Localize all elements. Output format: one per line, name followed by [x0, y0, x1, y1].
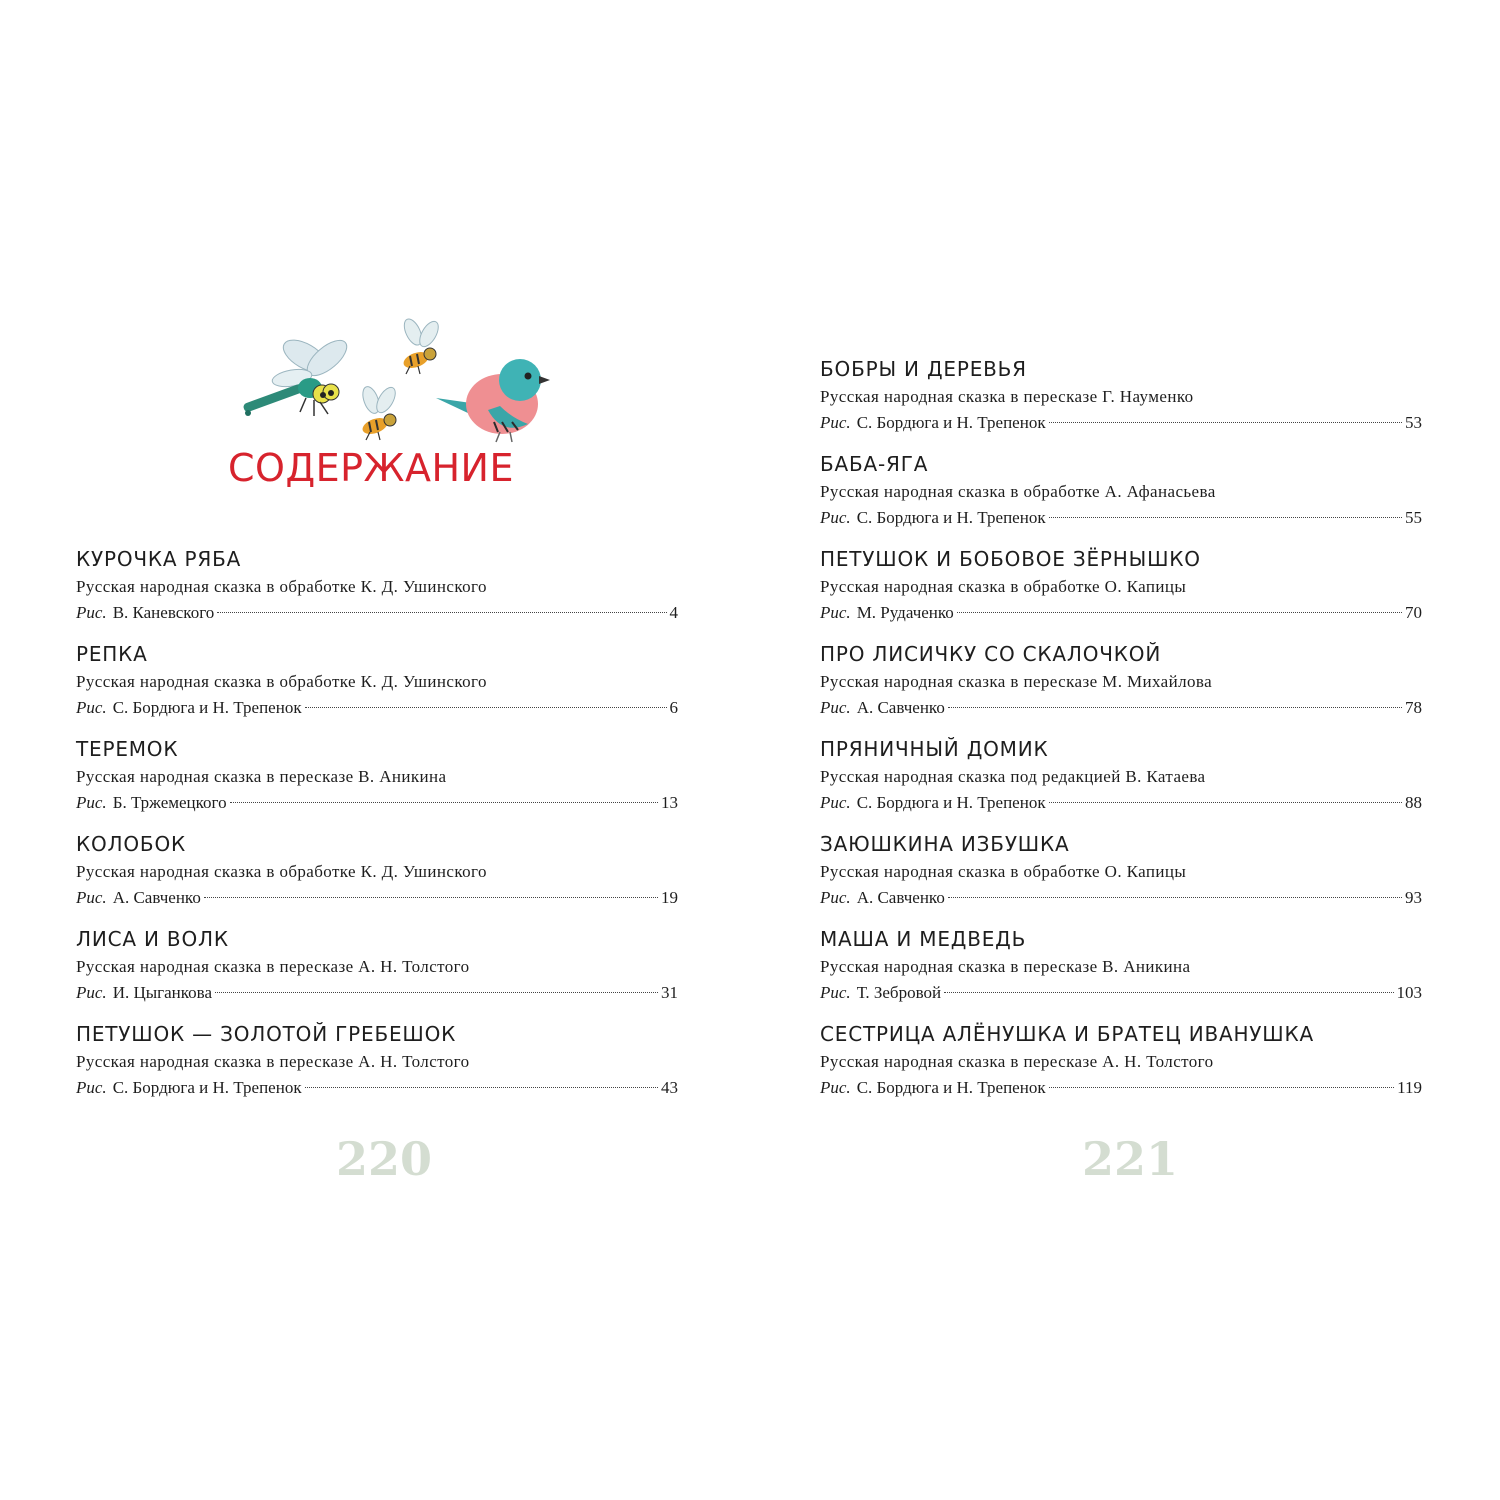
page-number-right: 221	[1082, 1132, 1179, 1186]
entry-title: БОБРЫ И ДЕРЕВЬЯ	[820, 357, 1027, 381]
illustrations-abbrev: Рис.	[820, 698, 851, 717]
illustrations-abbrev: Рис.	[820, 1078, 851, 1097]
page-number: 53	[1405, 413, 1422, 432]
dot-leader	[1049, 517, 1402, 518]
entry-illustrator-line	[76, 600, 678, 626]
illustrator-name: С. Бордюга и Н. Трепенок	[112, 1078, 302, 1097]
illustrator-name: Т. Зебровой	[856, 983, 942, 1002]
toc-entry[interactable]	[76, 1021, 678, 1101]
dot-leader	[948, 707, 1402, 708]
dot-leader	[944, 992, 1393, 993]
illustrations-abbrev: Рис.	[820, 793, 851, 812]
page-number: 93	[1405, 888, 1422, 907]
dot-leader	[215, 992, 658, 993]
entry-illustrator-line	[820, 410, 1422, 436]
entry-subtitle: Русская народная сказка в обработке О. Капицы	[820, 577, 1187, 596]
dot-leader	[1049, 802, 1402, 803]
illustrator-name: А. Савченко	[856, 888, 945, 907]
illustrations-abbrev: Рис.	[76, 983, 107, 1002]
illustrator-name: М. Рудаченко	[856, 603, 954, 622]
page-number: 13	[661, 793, 678, 812]
dot-leader	[217, 612, 666, 613]
dot-leader	[204, 897, 658, 898]
insects-and-bird-illustration	[230, 318, 560, 450]
entry-title: МАША И МЕДВЕДЬ	[820, 927, 1027, 951]
dot-leader	[957, 612, 1402, 613]
entry-title: ЗАЮШКИНА ИЗБУШКА	[820, 832, 1070, 856]
entry-illustrator-line	[76, 980, 678, 1006]
illustrations-abbrev: Рис.	[76, 888, 107, 907]
entry-subtitle: Русская народная сказка в пересказе М. Михайлова	[820, 672, 1213, 691]
contents-heading: СОДЕРЖАНИЕ	[228, 446, 514, 490]
page-number: 88	[1405, 793, 1422, 812]
toc-entry[interactable]	[820, 1021, 1422, 1101]
entry-subtitle: Русская народная сказка в обработке К. Д. Ушинского	[76, 672, 487, 691]
right-page	[750, 0, 1500, 1500]
illustrator-name: А. Савченко	[856, 698, 945, 717]
entry-subtitle: Русская народная сказка в пересказе В. Аникина	[820, 957, 1191, 976]
page-number: 4	[669, 603, 678, 622]
entry-illustrator-line	[76, 790, 678, 816]
dot-leader	[1049, 1087, 1395, 1088]
entry-illustrator-line	[76, 885, 678, 911]
bird-icon	[436, 359, 550, 442]
entry-title: ЛИСА И ВОЛК	[76, 927, 229, 951]
entry-illustrator-line	[820, 885, 1422, 911]
page-number: 55	[1405, 508, 1422, 527]
dot-leader	[305, 1087, 658, 1088]
illustrations-abbrev: Рис.	[76, 603, 107, 622]
entry-title: ПЕТУШОК — ЗОЛОТОЙ ГРЕБЕШОК	[76, 1022, 457, 1046]
entry-illustrator-line	[76, 1075, 678, 1101]
illustrations-abbrev: Рис.	[76, 1078, 107, 1097]
dot-leader	[1049, 422, 1402, 423]
page-number: 78	[1405, 698, 1422, 717]
illustrations-abbrev: Рис.	[76, 698, 107, 717]
page-number: 119	[1397, 1078, 1422, 1097]
illustrator-name: С. Бордюга и Н. Трепенок	[856, 413, 1046, 432]
page-number: 31	[661, 983, 678, 1002]
toc-entry[interactable]	[820, 926, 1422, 1006]
toc-entry[interactable]	[820, 546, 1422, 626]
illustrations-abbrev: Рис.	[820, 413, 851, 432]
illustrator-name: В. Каневского	[112, 603, 215, 622]
toc-entry[interactable]	[820, 641, 1422, 721]
entry-illustrator-line	[820, 980, 1422, 1006]
entry-subtitle: Русская народная сказка под редакцией В. Катаева	[820, 767, 1206, 786]
entry-title: СЕСТРИЦА АЛЁНУШКА И БРАТЕЦ ИВАНУШКА	[820, 1022, 1314, 1046]
page-number: 43	[661, 1078, 678, 1097]
page-number: 70	[1405, 603, 1422, 622]
dragonfly-icon	[242, 334, 352, 416]
entry-title: ПРО ЛИСИЧКУ СО СКАЛОЧКОЙ	[820, 642, 1162, 666]
entry-title: БАБА-ЯГА	[820, 452, 929, 476]
illustrator-name: С. Бордюга и Н. Трепенок	[856, 793, 1046, 812]
entry-title: ПЕТУШОК И БОБОВОЕ ЗЁРНЫШКО	[820, 547, 1201, 571]
entry-title: РЕПКА	[76, 642, 148, 666]
entry-title: ТЕРЕМОК	[76, 737, 179, 761]
illustrations-abbrev: Рис.	[820, 888, 851, 907]
entry-subtitle: Русская народная сказка в обработке А. Афанасьева	[820, 482, 1216, 501]
entry-subtitle: Русская народная сказка в пересказе А. Н. Толстого	[76, 957, 470, 976]
entry-title: ПРЯНИЧНЫЙ ДОМИК	[820, 737, 1049, 761]
illustrations-abbrev: Рис.	[820, 508, 851, 527]
illustrator-name: С. Бордюга и Н. Трепенок	[112, 698, 302, 717]
entry-illustrator-line	[820, 600, 1422, 626]
entry-subtitle: Русская народная сказка в пересказе Г. Науменко	[820, 387, 1194, 406]
entry-illustrator-line	[820, 505, 1422, 531]
page-number: 6	[669, 698, 678, 717]
entry-subtitle: Русская народная сказка в пересказе В. Аникина	[76, 767, 447, 786]
entry-subtitle: Русская народная сказка в обработке К. Д. Ушинского	[76, 577, 487, 596]
toc-entry[interactable]	[820, 831, 1422, 911]
entry-illustrator-line	[820, 695, 1422, 721]
entry-title: КУРОЧКА РЯБА	[76, 547, 242, 571]
illustrator-name: Б. Тржемецкого	[112, 793, 227, 812]
illustrator-name: С. Бордюга и Н. Трепенок	[856, 1078, 1046, 1097]
entry-subtitle: Русская народная сказка в обработке О. Капицы	[820, 862, 1187, 881]
toc-entry[interactable]	[76, 641, 678, 721]
illustrator-name: И. Цыганкова	[112, 983, 213, 1002]
page-number-left: 220	[336, 1132, 433, 1186]
wasp-icon	[401, 318, 442, 374]
dot-leader	[948, 897, 1402, 898]
wasp-icon	[360, 384, 399, 440]
toc-entry[interactable]	[820, 451, 1422, 531]
illustrator-name: С. Бордюга и Н. Трепенок	[856, 508, 1046, 527]
illustrations-abbrev: Рис.	[820, 603, 851, 622]
toc-entry[interactable]	[76, 736, 678, 816]
entry-illustrator-line	[76, 695, 678, 721]
page-number: 103	[1396, 983, 1422, 1002]
entry-subtitle: Русская народная сказка в обработке К. Д. Ушинского	[76, 862, 487, 881]
illustrator-name: А. Савченко	[112, 888, 201, 907]
entry-subtitle: Русская народная сказка в пересказе А. Н. Толстого	[820, 1052, 1214, 1071]
toc-entry[interactable]	[820, 736, 1422, 816]
dot-leader	[230, 802, 658, 803]
page-number: 19	[661, 888, 678, 907]
entry-illustrator-line	[820, 790, 1422, 816]
dot-leader	[305, 707, 667, 708]
toc-entry[interactable]	[820, 356, 1422, 436]
toc-entry[interactable]	[76, 546, 678, 626]
illustrations-abbrev: Рис.	[820, 983, 851, 1002]
toc-entry[interactable]	[76, 926, 678, 1006]
toc-entry[interactable]	[76, 831, 678, 911]
entry-subtitle: Русская народная сказка в пересказе А. Н. Толстого	[76, 1052, 470, 1071]
entry-illustrator-line	[820, 1075, 1422, 1101]
illustrations-abbrev: Рис.	[76, 793, 107, 812]
entry-title: КОЛОБОК	[76, 832, 186, 856]
